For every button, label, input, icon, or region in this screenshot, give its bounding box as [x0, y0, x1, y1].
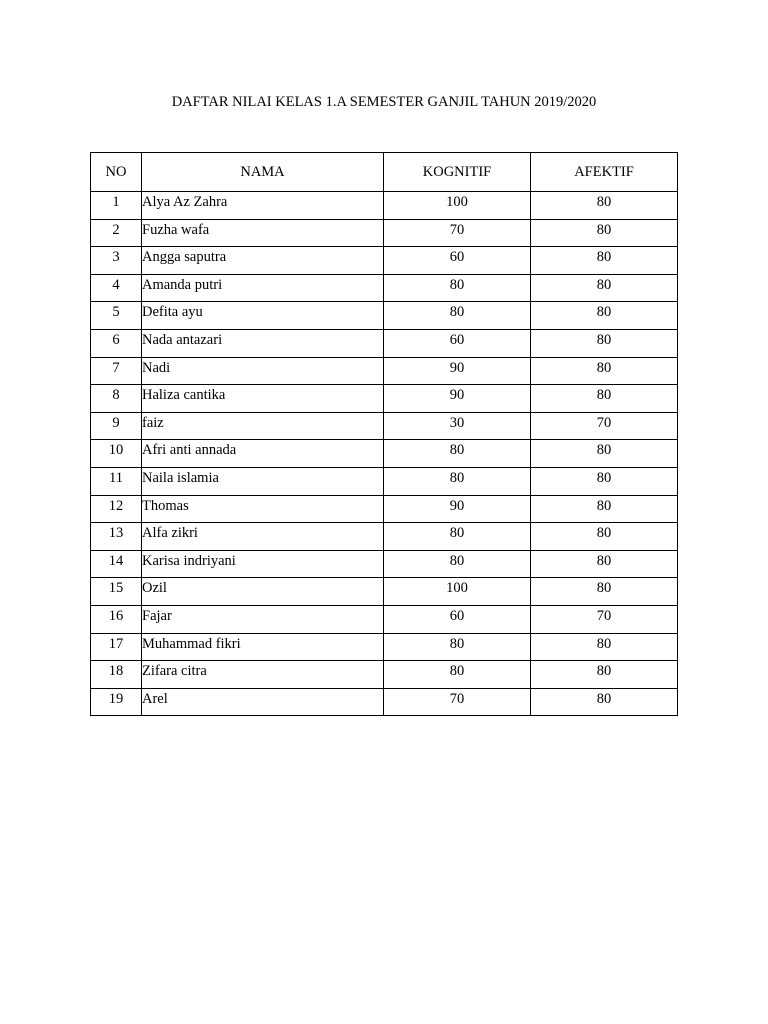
cell-kognitif: 60	[384, 329, 531, 357]
header-afektif: AFEKTIF	[531, 153, 678, 192]
table-row	[91, 688, 678, 716]
cell-kognitif: 60	[384, 247, 531, 275]
cell-no: 16	[91, 605, 142, 633]
cell-nama: Angga saputra	[142, 247, 384, 275]
cell-kognitif: 60	[384, 605, 531, 633]
cell-nama: Alya Az Zahra	[142, 192, 384, 220]
cell-kognitif: 70	[384, 688, 531, 716]
table-row	[91, 192, 678, 220]
cell-nama: Afri anti annada	[142, 440, 384, 468]
cell-afektif: 80	[531, 550, 678, 578]
cell-no: 13	[91, 523, 142, 551]
cell-no: 6	[91, 329, 142, 357]
table-row	[91, 412, 678, 440]
cell-no: 10	[91, 440, 142, 468]
cell-kognitif: 80	[384, 550, 531, 578]
cell-nama: Arel	[142, 688, 384, 716]
cell-kognitif: 90	[384, 385, 531, 413]
table-row	[91, 578, 678, 606]
cell-afektif: 80	[531, 633, 678, 661]
cell-no: 7	[91, 357, 142, 385]
cell-afektif: 80	[531, 274, 678, 302]
cell-kognitif: 70	[384, 219, 531, 247]
page-title: DAFTAR NILAI KELAS 1.A SEMESTER GANJIL TAHUN 2019/2020	[171, 94, 597, 110]
cell-kognitif: 80	[384, 467, 531, 495]
table-row	[91, 247, 678, 275]
cell-afektif: 80	[531, 495, 678, 523]
cell-no: 8	[91, 385, 142, 413]
cell-afektif: 80	[531, 247, 678, 275]
cell-nama: Defita ayu	[142, 302, 384, 330]
cell-afektif: 80	[531, 329, 678, 357]
cell-no: 1	[91, 192, 142, 220]
cell-kognitif: 80	[384, 633, 531, 661]
table-row	[91, 440, 678, 468]
cell-no: 12	[91, 495, 142, 523]
cell-kognitif: 80	[384, 302, 531, 330]
cell-no: 19	[91, 688, 142, 716]
cell-kognitif: 100	[384, 578, 531, 606]
cell-no: 4	[91, 274, 142, 302]
cell-no: 17	[91, 633, 142, 661]
cell-afektif: 80	[531, 440, 678, 468]
table-body	[91, 192, 678, 716]
cell-afektif: 80	[531, 661, 678, 689]
table-row	[91, 385, 678, 413]
header-kognitif: KOGNITIF	[384, 153, 531, 192]
cell-nama: faiz	[142, 412, 384, 440]
table-row	[91, 274, 678, 302]
cell-no: 14	[91, 550, 142, 578]
table-row	[91, 661, 678, 689]
table-row	[91, 329, 678, 357]
cell-nama: Amanda putri	[142, 274, 384, 302]
cell-nama: Ozil	[142, 578, 384, 606]
cell-kognitif: 80	[384, 274, 531, 302]
cell-kognitif: 80	[384, 661, 531, 689]
cell-nama: Nada antazari	[142, 329, 384, 357]
cell-afektif: 80	[531, 578, 678, 606]
header-nama: NAMA	[142, 153, 384, 192]
table-row	[91, 467, 678, 495]
table-header	[91, 153, 678, 192]
cell-afektif: 80	[531, 219, 678, 247]
cell-nama: Thomas	[142, 495, 384, 523]
cell-nama: Muhammad fikri	[142, 633, 384, 661]
table-row	[91, 302, 678, 330]
cell-no: 18	[91, 661, 142, 689]
cell-nama: Fajar	[142, 605, 384, 633]
cell-nama: Fuzha wafa	[142, 219, 384, 247]
cell-afektif: 80	[531, 302, 678, 330]
cell-no: 5	[91, 302, 142, 330]
cell-no: 9	[91, 412, 142, 440]
cell-kognitif: 30	[384, 412, 531, 440]
cell-afektif: 80	[531, 688, 678, 716]
cell-kognitif: 90	[384, 495, 531, 523]
cell-afektif: 80	[531, 192, 678, 220]
cell-no: 15	[91, 578, 142, 606]
table-row	[91, 550, 678, 578]
cell-no: 11	[91, 467, 142, 495]
cell-kognitif: 90	[384, 357, 531, 385]
cell-kognitif: 100	[384, 192, 531, 220]
cell-afektif: 80	[531, 523, 678, 551]
cell-no: 3	[91, 247, 142, 275]
cell-afektif: 70	[531, 412, 678, 440]
cell-nama: Nadi	[142, 357, 384, 385]
cell-nama: Zifara citra	[142, 661, 384, 689]
table-row	[91, 219, 678, 247]
table-row	[91, 357, 678, 385]
cell-nama: Alfa zikri	[142, 523, 384, 551]
cell-afektif: 80	[531, 357, 678, 385]
cell-afektif: 80	[531, 385, 678, 413]
table-row	[91, 633, 678, 661]
header-no: NO	[91, 153, 142, 192]
cell-nama: Haliza cantika	[142, 385, 384, 413]
cell-kognitif: 80	[384, 440, 531, 468]
cell-kognitif: 80	[384, 523, 531, 551]
table-row	[91, 523, 678, 551]
table-row	[91, 605, 678, 633]
cell-nama: Naila islamia	[142, 467, 384, 495]
table-row	[91, 495, 678, 523]
cell-nama: Karisa indriyani	[142, 550, 384, 578]
cell-no: 2	[91, 219, 142, 247]
cell-afektif: 80	[531, 467, 678, 495]
cell-afektif: 70	[531, 605, 678, 633]
header-row	[91, 153, 678, 192]
grades-table	[90, 152, 678, 716]
